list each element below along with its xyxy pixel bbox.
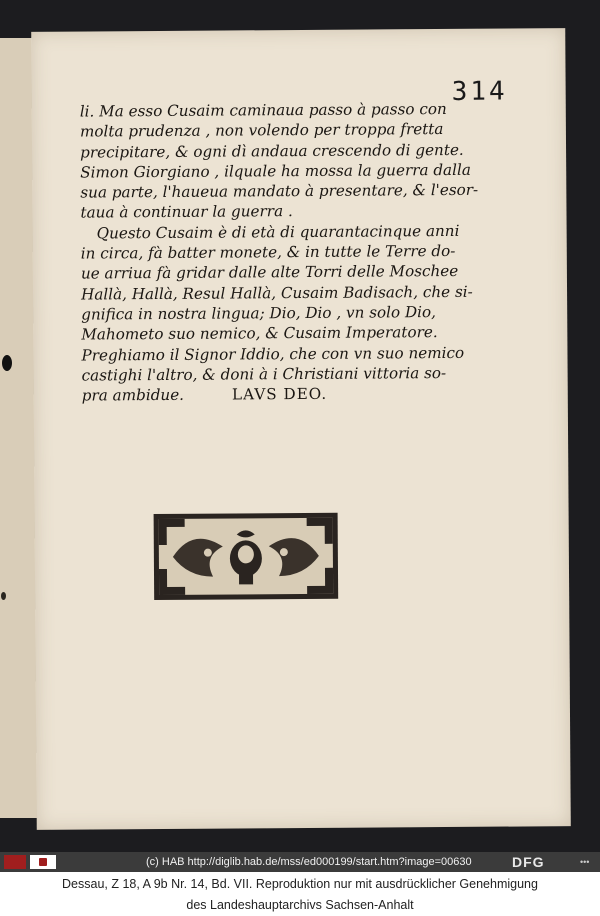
document-page (31, 28, 571, 830)
library-logo-icon (4, 855, 26, 869)
last-line-text: pra ambidue. (81, 385, 185, 405)
text-line-last (82, 383, 512, 406)
laus-deo-closing: LAVS DEO. (231, 384, 328, 404)
text-line: sua parte, l'haueua mandato à presentare, & l'esor- (80, 180, 479, 202)
copyright-link[interactable]: (c) HAB http://diglib.hab.de/mss/ed000199/start.htm?image=00630 (146, 856, 472, 868)
text-line: Preghiamo il Signor Iddio, che con vn suo nemico (81, 343, 465, 365)
page-damage-hole (1, 592, 6, 600)
text-line: gnifica in nostra lingua; Dio, Dio , vn solo Dio, (81, 303, 437, 324)
notice-line: des Landeshauptarchivs Sachsen-Anhalt (186, 898, 414, 912)
archive-logo-icon (30, 855, 56, 869)
text-line: li. Ma esso Cusaim caminaua passo à passo con (79, 99, 447, 121)
notice-line: Dessau, Z 18, A 9b Nr. 14, Bd. VII. Reproduktion nur mit ausdrücklicher Genehmigung (62, 877, 538, 891)
page-damage-hole (2, 355, 12, 371)
text-line: taua à continuar la guerra . (80, 202, 293, 223)
text-line: Simon Giorgiano , ilquale ha mossa la guerra dalla (80, 160, 471, 182)
text-line: Questo Cusaim è di età di quarantacinque anni (96, 221, 460, 243)
text-line: molta prudenza , non volendo per troppa fretta (79, 120, 444, 141)
text-line: Mahometo suo nemico, & Cusaim Imperatore. (81, 323, 438, 344)
woodcut-vase-ornament-icon (153, 512, 340, 601)
text-line: in circa, fà batter monete, & in tutte le Terre do- (80, 241, 456, 263)
folio-number: 314 (451, 76, 508, 107)
dfg-logo: DFG (512, 854, 545, 870)
archive-notice (0, 874, 600, 916)
text-line: precipitare, & ogni dì andaua crescendo di gente. (79, 140, 464, 162)
footer-bar (0, 852, 600, 872)
body-text (80, 99, 512, 406)
text-line: ue arriua fà gridar dalle alte Torri delle Moschee (80, 262, 459, 283)
dots-icon: ••• (580, 857, 590, 867)
text-line: Hallà, Hallà, Resul Hallà, Cusaim Badisach, che si- (80, 282, 473, 304)
text-line: castighi l'altro, & doni à i Christiani vittoria so- (81, 363, 447, 385)
